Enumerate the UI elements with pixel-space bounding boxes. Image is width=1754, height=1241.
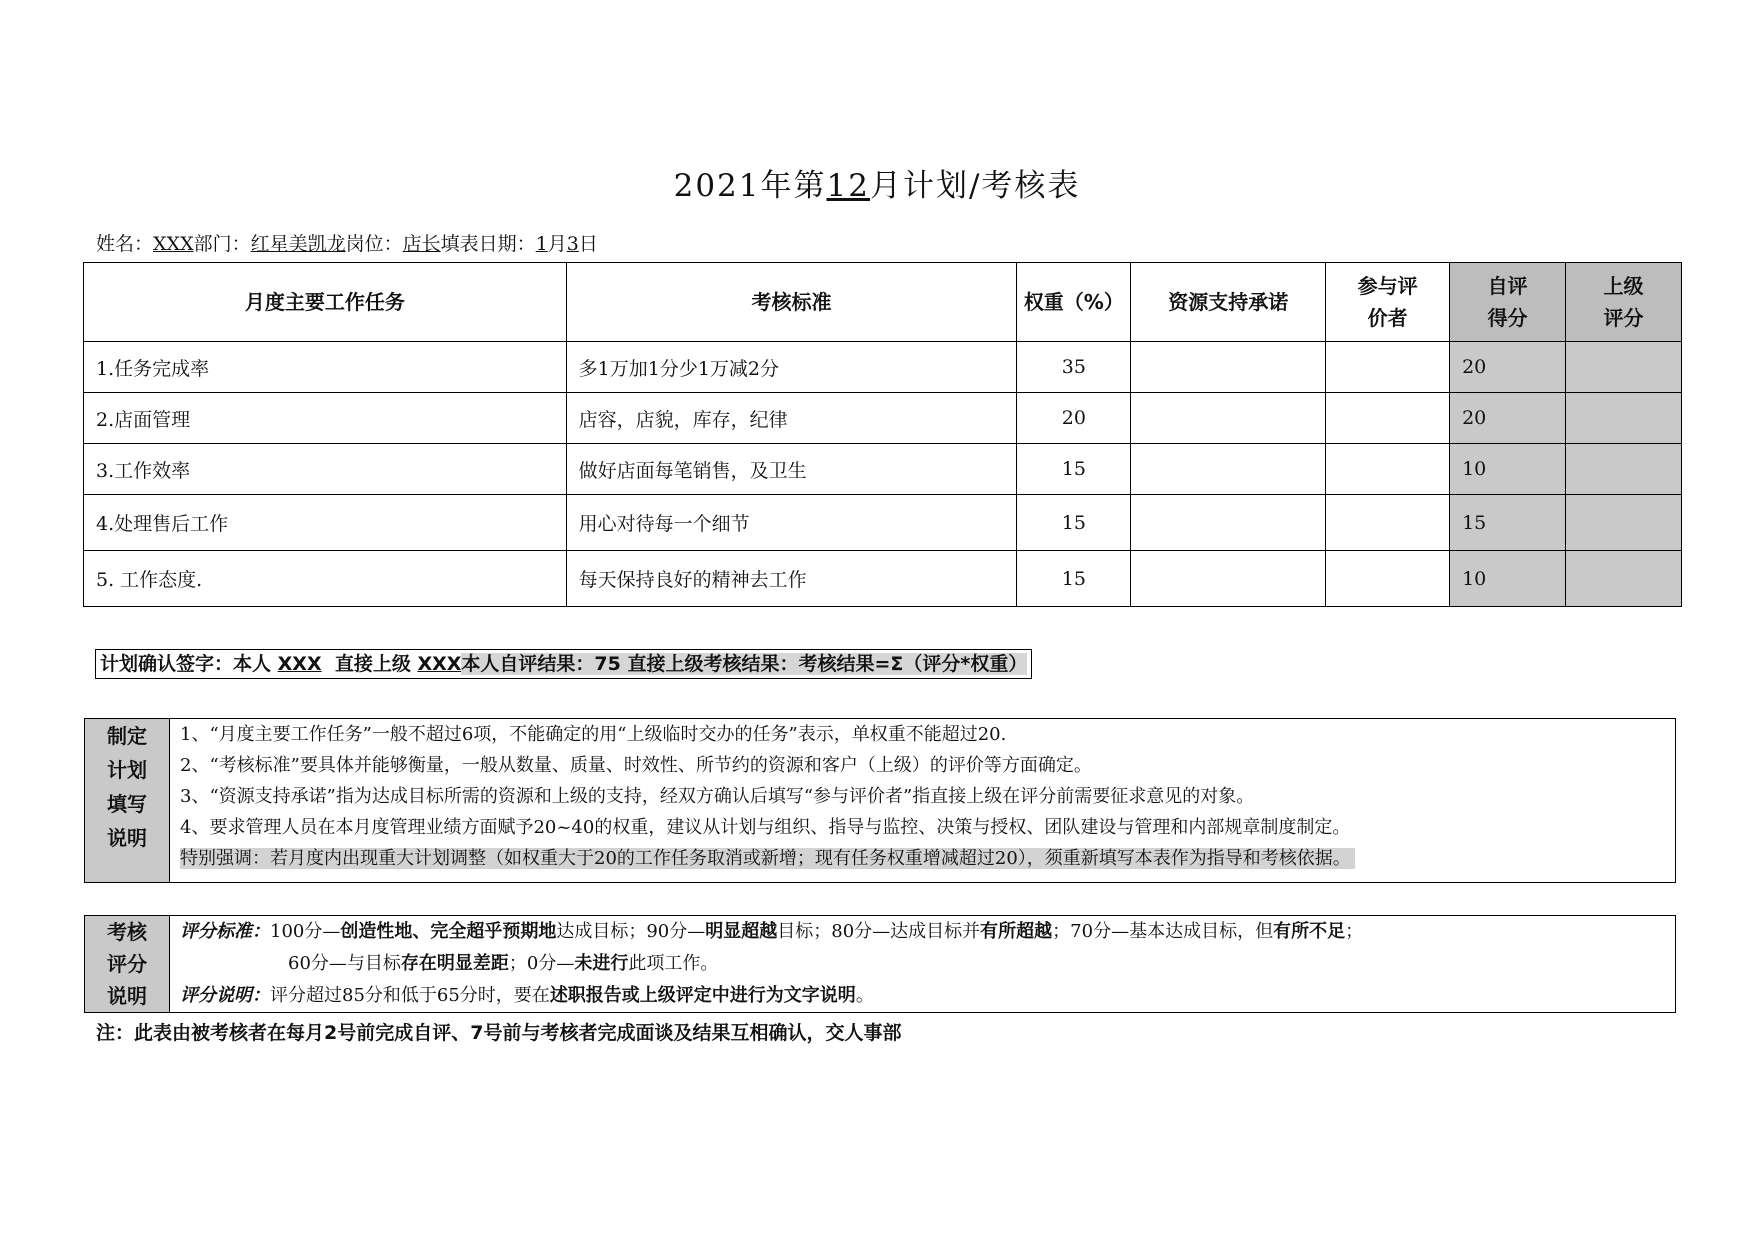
page-title xyxy=(0,160,1754,205)
self-eval-result: 本人自评结果：75 直接上级考核结果：考核结果=Σ（评分*权重） xyxy=(461,653,1028,675)
standard-text: ；70分—基本达成目标，但 xyxy=(1052,921,1274,942)
col-header-weight: 权重（%） xyxy=(1017,263,1131,342)
table-row xyxy=(84,551,1682,607)
participant-cell[interactable] xyxy=(1326,551,1450,607)
weight-cell[interactable]: 15 xyxy=(1017,495,1131,551)
task-cell[interactable]: 3.工作效率 xyxy=(84,444,567,495)
date-month-unit: 月 xyxy=(547,233,567,255)
participant-cell[interactable] xyxy=(1326,444,1450,495)
table-header-row xyxy=(84,263,1682,342)
standard-cell[interactable]: 每天保持良好的精神去工作 xyxy=(566,551,1017,607)
standard-text: ； xyxy=(1345,921,1364,942)
title-month: 12 xyxy=(826,168,870,204)
standard-bold: 明显超越 xyxy=(705,921,778,942)
instructions-label-line: 计划 xyxy=(107,758,147,782)
col-header-self-score xyxy=(1450,263,1566,342)
self-signature[interactable]: XXX xyxy=(277,653,322,675)
emphasis-text: 特别强调：若月度内出现重大计划调整（如权重大于20的工作任务取消或新增；现有任务权重增减超过20），须重新填写本表作为指导和考核依据。 xyxy=(180,848,1355,869)
weight-cell[interactable]: 20 xyxy=(1017,393,1131,444)
scoring-standard-line1 xyxy=(180,916,1675,948)
participant-cell[interactable] xyxy=(1326,495,1450,551)
table-row xyxy=(84,342,1682,393)
self-score-cell[interactable]: 10 xyxy=(1450,444,1566,495)
description-text: 。 xyxy=(855,985,874,1006)
employee-info xyxy=(96,229,598,256)
title-suffix: 月计划/考核表 xyxy=(869,168,1081,204)
standard-text: 100分— xyxy=(270,921,341,942)
scoring-description-line xyxy=(180,980,1675,1012)
date-day: 3 xyxy=(566,233,579,255)
self-score-cell[interactable]: 20 xyxy=(1450,393,1566,444)
scoring-label-line: 评分 xyxy=(107,952,147,976)
col-header-boss-score xyxy=(1566,263,1682,342)
participant-cell[interactable] xyxy=(1326,393,1450,444)
instructions-label-line: 填写 xyxy=(107,792,147,816)
task-cell[interactable]: 5. 工作态度. xyxy=(84,551,567,607)
scoring-label-line: 考核 xyxy=(107,920,147,944)
self-score-cell[interactable]: 15 xyxy=(1450,495,1566,551)
standard-cell[interactable]: 店容，店貌，库存，纪律 xyxy=(566,393,1017,444)
standard-bold: 有所超越 xyxy=(980,921,1053,942)
scoring-label xyxy=(85,916,170,1012)
description-bold: 述职报告或上级评定中进行为文字说明 xyxy=(549,985,856,1006)
instruction-line: 3、“资源支持承诺”指为达成目标所需的资源和上级的支持，经双方确认后填写“参与评价者”指直接上级在评分前需要征求意见的对象。 xyxy=(180,786,1255,807)
confirm-label: 计划确认签字：本人 xyxy=(100,653,272,675)
name-value: XXX xyxy=(153,233,194,255)
position-label: 岗位： xyxy=(345,233,403,255)
boss-score-cell[interactable] xyxy=(1566,342,1682,393)
title-prefix: 2021年第 xyxy=(673,168,827,204)
self-header-line2: 得分 xyxy=(1487,306,1528,330)
resource-cell[interactable] xyxy=(1131,393,1326,444)
scoring-text xyxy=(170,916,1675,1012)
weight-cell[interactable]: 15 xyxy=(1017,444,1131,495)
participant-header-line2: 价者 xyxy=(1367,306,1408,330)
footer-note: 注：此表由被考核者在每月2号前完成自评、7号前与考核者完成面谈及结果互相确认，交人事部 xyxy=(96,1022,902,1044)
standard-text: 60分—与目标 xyxy=(288,953,401,974)
weight-cell[interactable]: 35 xyxy=(1017,342,1131,393)
resource-cell[interactable] xyxy=(1131,444,1326,495)
standard-text: ；0分— xyxy=(508,953,575,974)
self-header-line1: 自评 xyxy=(1487,274,1528,298)
self-score-cell[interactable]: 20 xyxy=(1450,342,1566,393)
scoring-standard-line2 xyxy=(180,948,1675,980)
instruction-line: 1、“月度主要工作任务”一般不超过6项，不能确定的用“上级临时交办的任务”表示，单权重不能超过20. xyxy=(180,724,1007,745)
standard-cell[interactable]: 多1万加1分少1万减2分 xyxy=(566,342,1017,393)
standard-bold: 创造性地、完全超乎预期地 xyxy=(340,921,557,942)
standard-text: 目标；80分—达成目标并 xyxy=(777,921,981,942)
boss-score-cell[interactable] xyxy=(1566,551,1682,607)
date-day-unit: 日 xyxy=(578,233,598,255)
boss-header-line2: 评分 xyxy=(1603,306,1644,330)
standard-bold: 未进行 xyxy=(574,953,629,974)
description-text: 评分超过85分和低于65分时，要在 xyxy=(270,985,550,1006)
instruction-line: 2、“考核标准”要具体并能够衡量，一般从数量、质量、时效性、所节约的资源和客户（上级）的评价等方面确定。 xyxy=(180,755,1092,776)
standard-bold: 有所不足 xyxy=(1273,921,1346,942)
boss-score-cell[interactable] xyxy=(1566,444,1682,495)
instruction-line-emphasis xyxy=(180,843,1675,874)
instructions-label xyxy=(85,719,170,882)
resource-cell[interactable] xyxy=(1131,551,1326,607)
table-row xyxy=(84,393,1682,444)
standard-cell[interactable]: 用心对待每一个细节 xyxy=(566,495,1017,551)
table-row xyxy=(84,495,1682,551)
instructions-text xyxy=(170,719,1675,882)
boss-score-cell[interactable] xyxy=(1566,495,1682,551)
dept-label: 部门： xyxy=(193,233,251,255)
date-month: 1 xyxy=(535,233,548,255)
resource-cell[interactable] xyxy=(1131,342,1326,393)
boss-score-cell[interactable] xyxy=(1566,393,1682,444)
description-label: 评分说明： xyxy=(180,985,270,1006)
table-row xyxy=(84,444,1682,495)
boss-header-line1: 上级 xyxy=(1603,274,1644,298)
task-cell[interactable]: 1.任务完成率 xyxy=(84,342,567,393)
standard-text: 达成目标 xyxy=(556,921,629,942)
standard-text: ；90分— xyxy=(628,921,706,942)
task-cell[interactable]: 4.处理售后工作 xyxy=(84,495,567,551)
participant-cell[interactable] xyxy=(1326,342,1450,393)
name-label: 姓名： xyxy=(96,233,154,255)
instruction-line: 4、要求管理人员在本月度管理业绩方面赋予20~40的权重，建议从计划与组织、指导与监控、决策与授权、团队建设与管理和内部规章制度制定。 xyxy=(180,817,1351,838)
standard-text: 此项工作。 xyxy=(628,953,719,974)
assessment-table xyxy=(83,262,1682,607)
col-header-participant xyxy=(1326,263,1450,342)
scoring-instructions xyxy=(84,915,1676,1013)
boss-signature-label: 直接上级 xyxy=(334,653,411,675)
col-header-task: 月度主要工作任务 xyxy=(84,263,567,342)
scoring-label-line: 说明 xyxy=(107,984,147,1008)
position-value: 店长 xyxy=(402,233,441,255)
weight-cell[interactable]: 15 xyxy=(1017,551,1131,607)
standard-label: 评分标准： xyxy=(180,921,270,942)
instructions-label-line: 制定 xyxy=(107,724,147,748)
standard-cell[interactable]: 做好店面每笔销售，及卫生 xyxy=(566,444,1017,495)
plan-instructions xyxy=(84,718,1676,883)
standard-bold: 存在明显差距 xyxy=(400,953,509,974)
col-header-resource: 资源支持承诺 xyxy=(1131,263,1326,342)
task-cell[interactable]: 2.店面管理 xyxy=(84,393,567,444)
self-score-cell[interactable]: 10 xyxy=(1450,551,1566,607)
participant-header-line1: 参与评 xyxy=(1357,274,1418,298)
plan-confirm-signature xyxy=(95,649,1032,679)
instructions-label-line: 说明 xyxy=(107,826,147,850)
col-header-standard: 考核标准 xyxy=(566,263,1017,342)
date-label: 填表日期： xyxy=(440,233,536,255)
boss-signature[interactable]: XXX xyxy=(417,653,462,675)
dept-value: 红星美凯龙 xyxy=(250,233,346,255)
resource-cell[interactable] xyxy=(1131,495,1326,551)
